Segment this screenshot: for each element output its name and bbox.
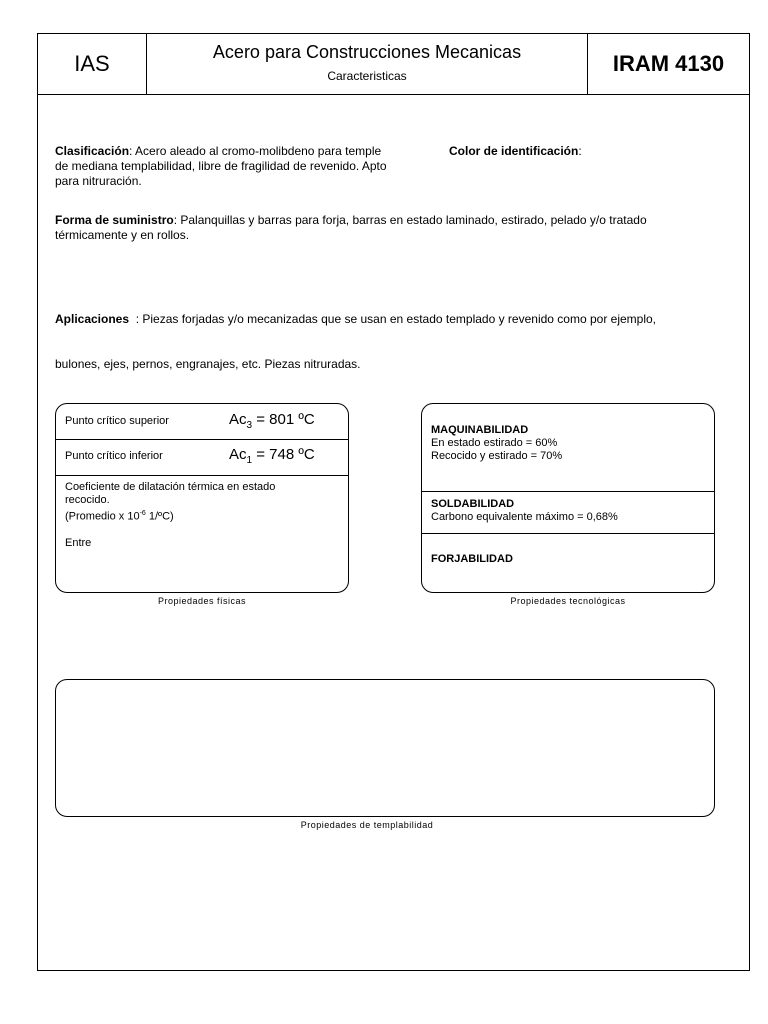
- coef-line-3: [65, 507, 275, 524]
- propiedades-tecnologicas-box: [421, 403, 715, 593]
- forjabilidad-section: [422, 533, 714, 593]
- maquinabilidad-text: [431, 424, 562, 463]
- propiedades-fisicas-caption: Propiedades físicas: [157, 596, 247, 606]
- propiedades-templabilidad-box: [55, 679, 715, 817]
- document-subtitle: Caracteristicas: [327, 69, 407, 83]
- forma-label: Forma de suministro: [55, 213, 174, 227]
- header-left-logo: IAS: [38, 34, 147, 94]
- propiedades-templabilidad-caption: Propiedades de templabilidad: [300, 820, 434, 830]
- soldabilidad-line-1: Carbono equivalente máximo = 0,68%: [431, 511, 618, 523]
- punto-critico-inferior-label: Punto crítico inferior: [65, 450, 163, 462]
- ac3-symbol: Ac: [229, 411, 247, 428]
- clasificacion-line-1: : Acero aleado al cromo-molibdeno para temple: [129, 144, 382, 158]
- color-identificacion: [449, 144, 709, 159]
- ac3-value: [229, 411, 315, 431]
- punto-critico-inferior-row: [56, 439, 348, 475]
- header-title-cell: [147, 34, 588, 94]
- maquinabilidad-section: [422, 404, 714, 491]
- soldabilidad-section: [422, 491, 714, 533]
- clasificacion-paragraph: [55, 144, 435, 189]
- aplicaciones-line-2: bulones, ejes, pernos, engranajes, etc. Piezas nitruradas.: [55, 357, 361, 371]
- entre-label: Entre: [65, 536, 92, 549]
- ac1-temp: = 748 ºC: [252, 446, 315, 463]
- ac1-value: [229, 446, 315, 466]
- punto-critico-superior-row: [56, 404, 348, 439]
- coef-line-3-a: (Promedio x 10: [65, 510, 140, 523]
- ac3-subscript: 3: [246, 420, 253, 431]
- ac1-symbol: Ac: [229, 446, 247, 463]
- coef-line-3-b: 1/ºC): [145, 510, 174, 523]
- aplicaciones-line-1: : Piezas forjadas y/o mecanizadas que se usan en estado templado y revenido como por ejemplo,: [129, 312, 656, 326]
- color-suffix: :: [578, 144, 582, 158]
- soldabilidad-title: SOLDABILIDAD: [431, 498, 515, 510]
- maquinabilidad-line-2: Recocido y estirado = 70%: [431, 450, 563, 462]
- coef-line-1: Coeficiente de dilatación térmica en estado: [65, 481, 276, 493]
- document-title: Acero para Construcciones Mecanicas: [212, 42, 522, 62]
- standard-code: IRAM 4130: [612, 51, 725, 76]
- soldabilidad-text: [431, 498, 618, 524]
- forma-line-1: : Palanquillas y barras para forja, barras en estado laminado, estirado, pelado y/o tratado: [173, 213, 647, 227]
- clasificacion-line-3: para nitruración.: [55, 174, 142, 188]
- document-header: [38, 34, 749, 95]
- coeficiente-dilatacion-row: [56, 475, 348, 593]
- forma-line-2: térmicamente y en rollos.: [55, 228, 190, 242]
- aplicaciones-paragraph: [55, 282, 750, 387]
- coef-line-2: recocido.: [65, 494, 110, 506]
- propiedades-tecnologicas-caption: Propiedades tecnológicas: [510, 596, 626, 606]
- aplicaciones-label: Aplicaciones: [55, 312, 130, 326]
- punto-critico-superior-label: Punto crítico superior: [65, 415, 169, 427]
- coeficiente-text: [65, 481, 275, 550]
- ac1-subscript: 1: [246, 455, 253, 466]
- coef-exponent: -6: [139, 510, 146, 517]
- forma-suministro-paragraph: [55, 213, 745, 243]
- ac3-temp: = 801 ºC: [252, 411, 315, 428]
- propiedades-fisicas-box: [55, 403, 349, 593]
- clasificacion-line-2: de mediana templabilidad, libre de fragilidad de revenido. Apto: [55, 159, 387, 173]
- clasificacion-label: Clasificación: [55, 144, 130, 158]
- color-label: Color de identificación: [449, 144, 579, 158]
- forjabilidad-title: FORJABILIDAD: [431, 553, 513, 565]
- maquinabilidad-line-1: En estado estirado = 60%: [431, 437, 558, 449]
- maquinabilidad-title: MAQUINABILIDAD: [431, 424, 529, 436]
